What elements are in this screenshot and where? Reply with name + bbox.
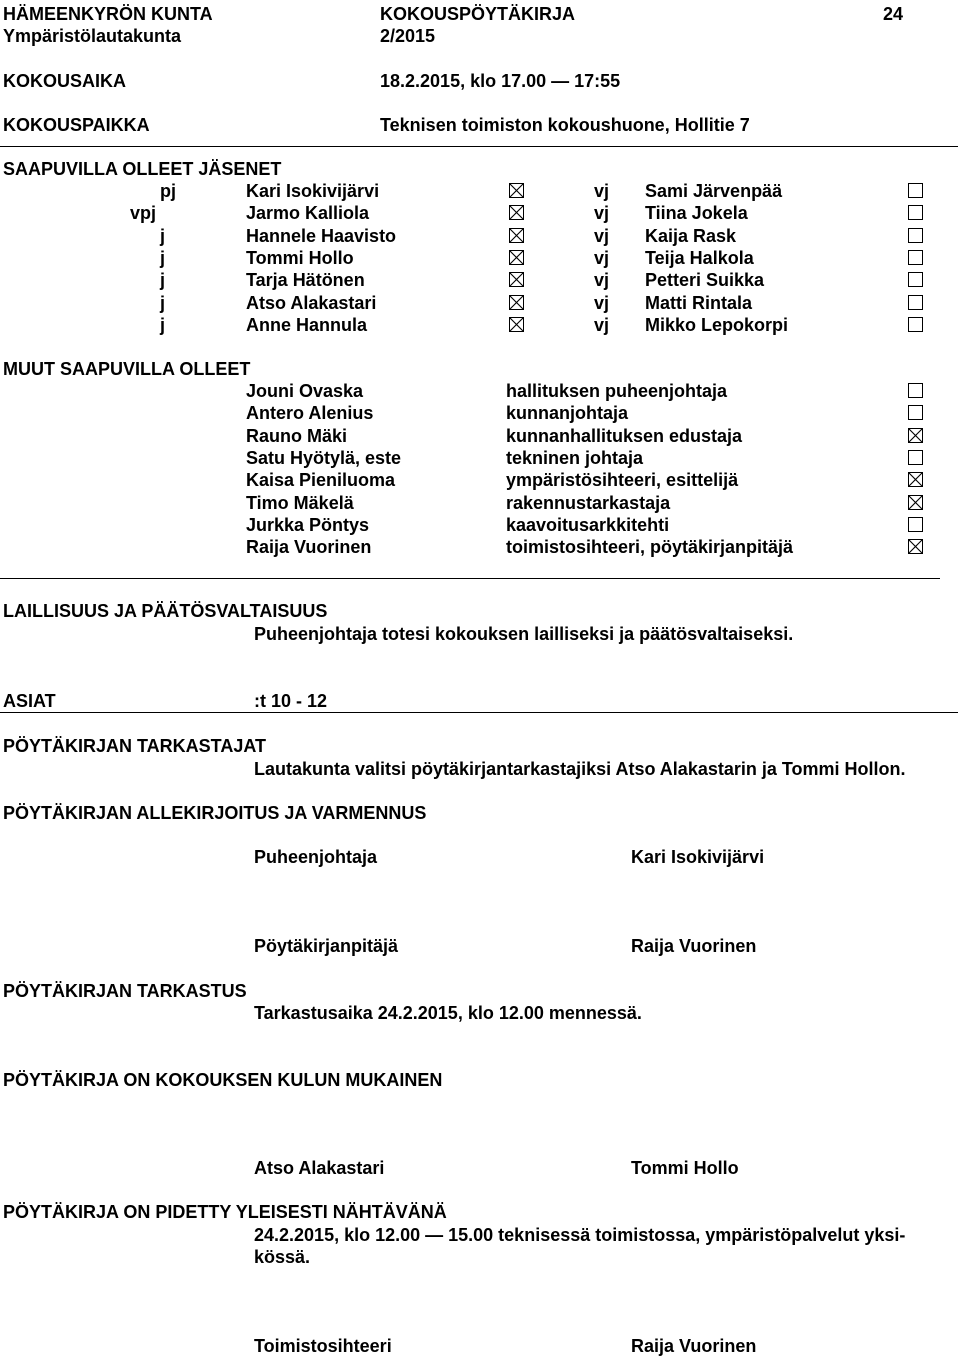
divider	[0, 712, 958, 713]
board-name: Ympäristölautakunta	[3, 26, 182, 46]
member-role: j	[160, 247, 166, 268]
empty-box-icon	[908, 405, 923, 420]
deputy-name: Petteri Suikka	[645, 270, 765, 291]
deputy-name: Sami Järvenpää	[645, 181, 783, 201]
checked-box-icon	[509, 228, 524, 243]
deputy-name: Tiina Jokela	[645, 203, 748, 224]
checked-box-icon	[509, 205, 524, 220]
legality-heading: LAILLISUUS JA PÄÄTÖSVALTAISUUS	[3, 601, 328, 621]
checked-box-icon	[509, 183, 524, 198]
checked-box-icon	[908, 539, 923, 554]
empty-box-icon	[908, 383, 923, 398]
deputy-name: Matti Rintala	[645, 292, 753, 313]
conformity-signer-2: Tommi Hollo	[631, 1158, 739, 1178]
deputy-name: Teija Halkola	[645, 247, 754, 268]
meeting-place-label: KOKOUSPAIKKA	[3, 115, 150, 135]
doc-number: 2/2015	[380, 26, 436, 46]
public-heading: PÖYTÄKIRJA ON PIDETTY YLEISESTI NÄHTÄVÄNÄ	[3, 1202, 447, 1222]
deputy-role: vj	[594, 225, 610, 246]
divider	[0, 578, 940, 579]
attendee-title: rakennustarkastaja	[506, 492, 671, 513]
deputy-name: Kaija Rask	[645, 225, 737, 246]
meeting-place-value: Teknisen toimiston kokoushuone, Hollitie 7	[380, 115, 750, 135]
public-sign-label: Toimistosihteeri	[254, 1336, 392, 1356]
matters-label: ASIAT	[3, 691, 56, 711]
chair-label: Puheenjohtaja	[254, 847, 378, 867]
deputy-role: vj	[594, 270, 610, 291]
others-heading: MUUT SAAPUVILLA OLLEET	[3, 359, 251, 379]
conformity-signer-1: Atso Alakastari	[254, 1158, 385, 1178]
member-role: j	[160, 225, 166, 246]
empty-box-icon	[908, 517, 923, 532]
empty-box-icon	[908, 228, 923, 243]
conformity-heading: PÖYTÄKIRJA ON KOKOUKSEN KULUN MUKAINEN	[3, 1070, 443, 1090]
examiners-text: Lautakunta valitsi pöytäkirjantarkastajiksi Atso Alakastarin ja Tommi Hollon.	[254, 759, 906, 779]
public-text-line-2: kössä.	[254, 1247, 311, 1267]
attendee-title: hallituksen puheenjohtaja	[506, 381, 728, 401]
member-role: j	[160, 314, 166, 335]
attendee-name: Jouni Ovaska	[246, 381, 364, 401]
checked-box-icon	[509, 295, 524, 310]
signatures-heading: PÖYTÄKIRJAN ALLEKIRJOITUS JA VARMENNUS	[3, 803, 427, 823]
attendee-title: kunnanjohtaja	[506, 403, 629, 424]
member-name: Anne Hannula	[246, 314, 368, 335]
doc-type: KOKOUSPÖYTÄKIRJA	[380, 4, 576, 24]
member-role: j	[160, 292, 166, 313]
member-name: Tarja Hätönen	[246, 270, 365, 291]
member-role: pj	[160, 181, 176, 201]
inspection-heading: PÖYTÄKIRJAN TARKASTUS	[3, 981, 247, 1001]
meeting-time-label: KOKOUSAIKA	[3, 71, 127, 91]
attendee-title: ympäristösihteeri, esittelijä	[506, 470, 739, 491]
checked-box-icon	[509, 250, 524, 265]
secretary-label: Pöytäkirjanpitäjä	[254, 936, 399, 956]
empty-box-icon	[908, 183, 923, 198]
attendee-title: kaavoitusarkkitehti	[506, 514, 670, 535]
attendee-name: Raija Vuorinen	[246, 537, 372, 558]
member-name: Tommi Hollo	[246, 247, 354, 268]
member-name: Jarmo Kalliola	[246, 203, 370, 224]
divider	[0, 146, 958, 147]
deputy-role: vj	[594, 292, 610, 313]
secretary-name: Raija Vuorinen	[631, 936, 757, 956]
examiners-heading: PÖYTÄKIRJAN TARKASTAJAT	[3, 736, 267, 756]
member-role: j	[160, 270, 166, 291]
deputy-name: Mikko Lepokorpi	[645, 314, 789, 335]
public-sign-name: Raija Vuorinen	[631, 1336, 757, 1356]
member-name: Kari Isokivijärvi	[246, 181, 380, 201]
member-role: vpj	[130, 203, 157, 224]
inspection-text: Tarkastusaika 24.2.2015, klo 12.00 mennessä.	[254, 1003, 642, 1023]
member-name: Hannele Haavisto	[246, 225, 397, 246]
attendee-title: toimistosihteeri, pöytäkirjanpitäjä	[506, 537, 794, 558]
page-number: 24	[883, 4, 904, 24]
checked-box-icon	[509, 272, 524, 287]
empty-box-icon	[908, 272, 923, 287]
attendee-name: Jurkka Pöntys	[246, 514, 370, 535]
matters-value: :t 10 - 12	[254, 691, 328, 711]
deputy-role: vj	[594, 181, 610, 201]
attendee-name: Satu Hyötylä, este	[246, 447, 402, 468]
attendee-title: tekninen johtaja	[506, 447, 644, 468]
attendee-name: Antero Alenius	[246, 403, 374, 424]
legality-text: Puheenjohtaja totesi kokouksen lailliseksi ja päätösvaltaiseksi.	[254, 624, 794, 644]
deputy-role: vj	[594, 247, 610, 268]
member-name: Atso Alakastari	[246, 292, 377, 313]
empty-box-icon	[908, 295, 923, 310]
deputy-role: vj	[594, 314, 610, 335]
meeting-time-value: 18.2.2015, klo 17.00 — 17:55	[380, 71, 621, 91]
org-name: HÄMEENKYRÖN KUNTA	[3, 4, 213, 24]
empty-box-icon	[908, 317, 923, 332]
attendee-title: kunnanhallituksen edustaja	[506, 425, 743, 446]
empty-box-icon	[908, 205, 923, 220]
checked-box-icon	[509, 317, 524, 332]
empty-box-icon	[908, 250, 923, 265]
attendee-name: Kaisa Pieniluoma	[246, 470, 396, 491]
public-text-line-1: 24.2.2015, klo 12.00 — 15.00 teknisessä toimistossa, ympäristöpalvelut yksi-	[254, 1225, 906, 1245]
deputy-role: vj	[594, 203, 610, 224]
chair-name: Kari Isokivijärvi	[631, 847, 765, 867]
checked-box-icon	[908, 428, 923, 443]
attendee-name: Rauno Mäki	[246, 425, 348, 446]
members-heading: SAAPUVILLA OLLEET JÄSENET	[3, 159, 282, 179]
checked-box-icon	[908, 472, 923, 487]
checked-box-icon	[908, 495, 923, 510]
empty-box-icon	[908, 450, 923, 465]
attendee-name: Timo Mäkelä	[246, 492, 354, 513]
